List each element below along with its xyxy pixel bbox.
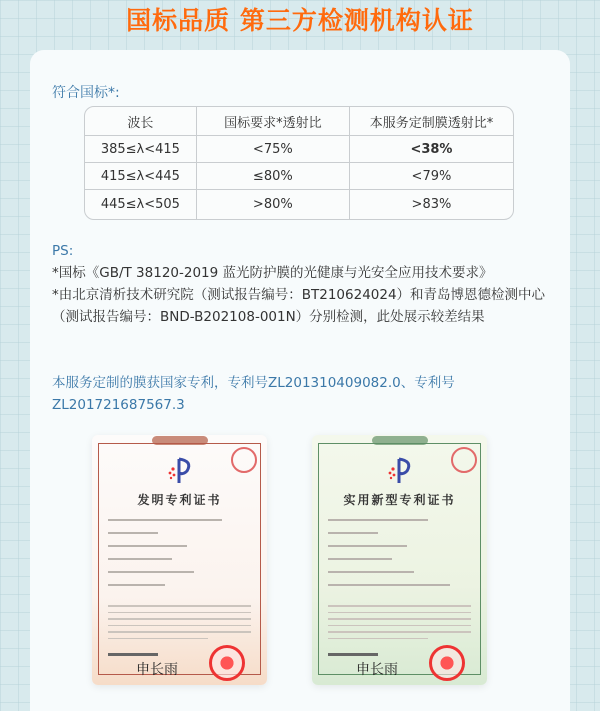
header-wavelength: 波长 [85, 107, 197, 136]
header-custom-film: 本服务定制膜透射比* [350, 107, 513, 136]
cell-standard: ≤80% [197, 163, 350, 190]
cell-wavelength: 415≤λ<445 [85, 163, 197, 190]
national-seal-icon [429, 645, 465, 681]
cell-wavelength: 385≤λ<415 [85, 136, 197, 163]
signature: 申长雨 [356, 662, 398, 678]
table-header-row [85, 107, 513, 136]
page-title: 国标品质 第三方检测机构认证 [126, 6, 474, 35]
cell-custom: >83% [411, 197, 452, 212]
header-national-standard: 国标要求*透射比 [197, 107, 350, 136]
cell-standard: <75% [197, 136, 350, 163]
table-row [85, 163, 513, 190]
invention-patent-certificate [92, 435, 267, 685]
certificate-title: 发明专利证书 [137, 493, 222, 507]
certification-card [30, 50, 570, 711]
cell-wavelength: 445≤λ<505 [85, 190, 197, 219]
compliance-label: 符合国标*: [52, 85, 120, 101]
certificate-body-text [328, 605, 471, 644]
cnipa-logo-icon [167, 457, 193, 485]
cell-standard: >80% [197, 190, 350, 219]
cell-custom: <79% [350, 163, 513, 190]
patent-note: 本服务定制的膜获国家专利，专利号ZL201310409082.0、专利号ZL201721687567.3 [52, 375, 455, 413]
ps-note-standard: *国标《GB/T 38120-2019 蓝光防护膜的光健康与光安全应用技术要求》 [52, 265, 493, 281]
cell-custom: <38% [350, 136, 513, 163]
seal-icon [231, 447, 257, 473]
national-seal-icon [209, 645, 245, 681]
ps-note-testing: *由北京清析技术研究院（测试报告编号：BT210624024）和青岛博恩德检测中心（测试报告编号：BND-B202108-001N）分别检测，此处展示较差结果 [52, 287, 546, 325]
certificate-body-text [108, 605, 251, 644]
barcode-icon [108, 653, 158, 656]
barcode-icon [328, 653, 378, 656]
table-row [85, 136, 513, 163]
utility-model-patent-certificate [312, 435, 487, 685]
signature: 申长雨 [136, 662, 178, 678]
seal-icon [451, 447, 477, 473]
certificate-fields [108, 519, 251, 597]
ps-notes [52, 240, 552, 328]
table-row [85, 190, 513, 219]
ps-title: PS: [52, 243, 74, 259]
certificate-fields [328, 519, 471, 597]
cnipa-logo-icon [387, 457, 413, 485]
certificate-title: 实用新型专利证书 [343, 493, 456, 507]
transmittance-table [84, 106, 514, 220]
